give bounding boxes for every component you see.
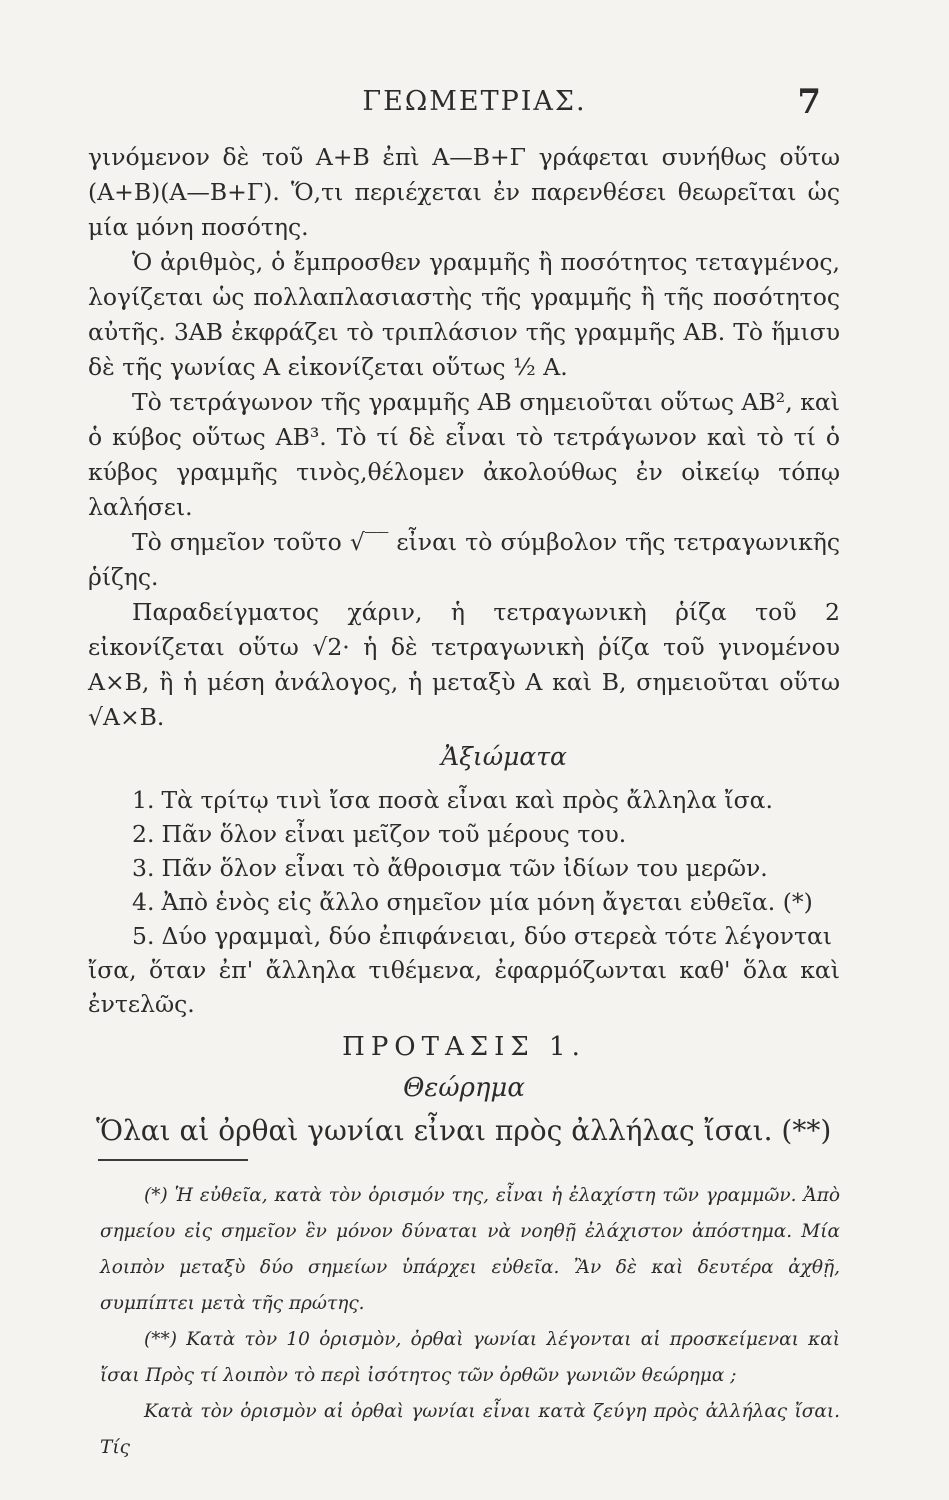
- axiom-item: [88, 919, 840, 953]
- page-number: 7: [797, 82, 821, 122]
- paragraph: γινόμενον δὲ τοῦ Α+Β ἐπὶ Α—Β+Γ γράφεται συνήθως οὕτω (Α+Β)(Α—Β+Γ). Ὅ,τι περιέχεται ἐν παρενθέσει θεωρεῖται ὡς μία μόνη ποσότης.: [88, 143, 840, 241]
- axiom-item: [88, 851, 840, 885]
- axiom-text: Ἀπὸ ἑνὸς εἰς ἄλλο σημεῖον μία μόνη ἄγεται εὐθεῖα. (*): [161, 888, 813, 916]
- axioms-heading: Ἀξιώματα: [441, 742, 567, 771]
- paragraph: Παραδείγματος χάριν, ἡ τετραγωνικὴ ῥίζα τοῦ 2 εἰκονίζεται οὕτω √2· ἡ δὲ τετραγωνικὴ ῥίζα τοῦ γινομένου Α×Β, ἢ ἡ μέση ἀνάλογος, ἡ μεταξὺ Α καὶ Β, σημειοῦται οὕτω √Α×Β.: [88, 598, 840, 731]
- axiom-number: 4.: [132, 888, 155, 916]
- axiom-number: 1.: [132, 786, 155, 814]
- axiom-number: 5.: [132, 922, 155, 950]
- axiom-text: Τὰ τρίτῳ τινὶ ἴσα ποσὰ εἶναι καὶ πρὸς ἄλληλα ἴσα.: [161, 786, 773, 814]
- main-text: [88, 140, 840, 1153]
- paragraph: Τὸ τετράγωνον τῆς γραμμῆς ΑΒ σημειοῦται οὕτως ΑΒ², καὶ ὁ κύβος οὕτως ΑΒ³. Τὸ τί δὲ εἶναι τὸ τετράγωνον καὶ τὸ τί ὁ κύβος γραμμῆς τινὸς,θέλομεν ἀκολούθως ἐν οἰκείῳ τόπῳ λαλήσει.: [88, 388, 840, 521]
- footnotes: [100, 1178, 840, 1466]
- footnote: (*) Ἡ εὐθεῖα, κατὰ τὸν ὁρισμόν της, εἶναι ἡ ἐλαχίστη τῶν γραμμῶν. Ἀπὸ σημείου εἰς σημεῖον ἓν μόνον δύναται νὰ νοηθῇ ἐλάχιστον ἀπόστημα. Μία λοιπὸν μεταξὺ δύο σημείων ὑπάρχει εὐθεῖα. Ἂν δὲ καὶ δευτέρα ἀχθῇ, συμπίπτει μετὰ τῆς πρώτης.: [100, 1185, 840, 1314]
- footnote: (**) Κατὰ τὸν 10 ὁρισμὸν, ὀρθαὶ γωνίαι λέγονται αἱ προσκείμεναι καὶ ἴσαι Πρὸς τί λοιπὸν τὸ περὶ ἰσότητος τῶν ὀρθῶν γωνιῶν θεώρημα ;: [100, 1329, 840, 1386]
- theorem-statement: Ὅλαι αἱ ὀρθαὶ γωνίαι εἶναι πρὸς ἀλλήλας ἴσαι. (**): [96, 1114, 832, 1147]
- axiom-text: Πᾶν ὅλον εἶναι μεῖζον τοῦ μέρους του.: [161, 820, 627, 848]
- axiom-continuation: ἴσα, ὅταν ἐπ' ἄλληλα τιθέμενα, ἐφαρμόζωνται καθ' ὅλα καὶ ἐντελῶς.: [88, 956, 840, 1018]
- axiom-number: 3.: [132, 854, 155, 882]
- axiom-text: Πᾶν ὅλον εἶναι τὸ ἄθροισμα τῶν ἰδίων του μερῶν.: [161, 854, 768, 882]
- paragraph: Ὁ ἀριθμὸς, ὁ ἔμπροσθεν γραμμῆς ἢ ποσότητος τεταγμένος, λογίζεται ὡς πολλαπλασιαστὴς τῆς γραμμῆς ἢ τῆς ποσότητος αὐτῆς. 3ΑΒ ἐκφράζει τὸ τριπλάσιον τῆς γραμμῆς ΑΒ. Τὸ ἥμισυ δὲ τῆς γωνίας Α εἰκονίζεται οὕτως ½ Α.: [88, 248, 840, 381]
- theorem-label: Θεώρημα: [403, 1073, 525, 1103]
- axiom-text: Δύο γραμμαὶ, δύο ἐπιφάνειαι, δύο στερεὰ τότε λέγονται: [161, 922, 833, 950]
- axiom-item: [88, 817, 840, 851]
- running-title: ΓΕΩΜΕΤΡΙΑΣ.: [362, 86, 587, 117]
- axiom-number: 2.: [132, 820, 155, 848]
- footnote: Κατὰ τὸν ὁρισμὸν αἱ ὀρθαὶ γωνίαι εἶναι κατὰ ζεύγη πρὸς ἀλλήλας ἴσαι. Τίς: [100, 1401, 840, 1458]
- axiom-item: [88, 885, 840, 919]
- page-header: [0, 82, 949, 122]
- axiom-item: [88, 783, 840, 817]
- proposition-title: ΠΡΟΤΑΣΙΣ 1.: [342, 1032, 586, 1062]
- footnote-divider: [98, 1159, 248, 1161]
- paragraph: Τὸ σημεῖον τοῦτο √‾‾ εἶναι τὸ σύμβολον τῆς τετραγωνικῆς ῥίζης.: [88, 528, 840, 591]
